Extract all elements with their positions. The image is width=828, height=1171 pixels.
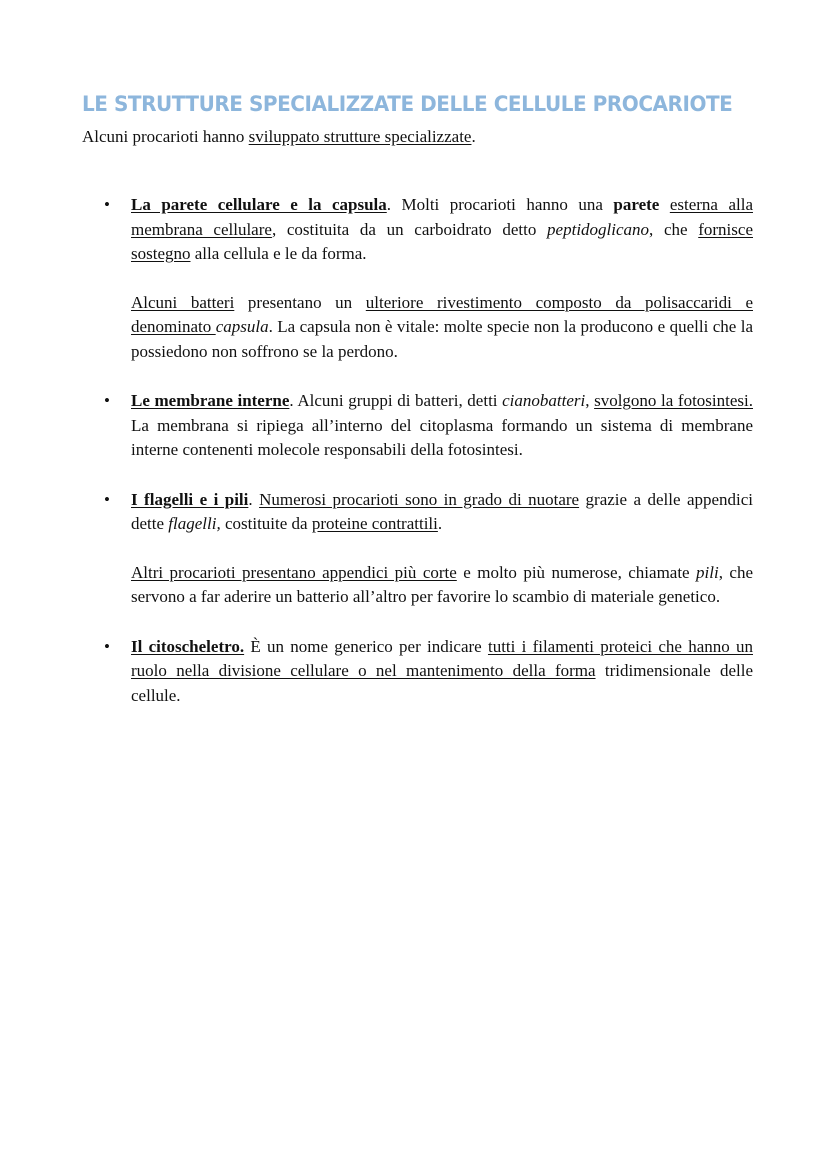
text-run: , che servono a far aderire un batterio all’altro per favorire lo scambio di materiale genetico.	[131, 562, 753, 606]
text-run: tridimensionale delle cellule.	[131, 661, 753, 705]
item-heading: Il citoscheletro.	[131, 636, 245, 656]
item-heading: La parete cellulare e la capsula	[131, 195, 387, 214]
underlined-text: Alcuni batteri	[131, 292, 235, 312]
paragraph	[131, 291, 753, 365]
underlined-text: esterna alla membrana cellulare	[131, 195, 753, 239]
text-run: .	[248, 489, 260, 509]
paragraph	[131, 193, 753, 267]
text-run: costituite da	[220, 514, 312, 533]
underlined-text: Numerosi procarioti sono in grado di nuotare	[259, 489, 580, 509]
paragraph	[131, 488, 753, 537]
underlined-text: tutti i filamenti proteici che hanno un ruolo nella divisione cellulare o nel mantenimento della forma	[131, 636, 753, 680]
underlined-text: proteine contrattili	[311, 514, 438, 533]
bullet-marker: •	[104, 195, 110, 214]
text-run: . Alcuni gruppi di batteri, detti	[289, 391, 503, 410]
text-run: È un nome generico per indicare	[244, 636, 488, 656]
underlined-text: svolgono la fotosintesi.	[594, 391, 753, 410]
list-item-flagella-pili	[0, 488, 828, 610]
item-heading: I flagelli e i pili	[131, 489, 249, 509]
bullet-marker: •	[104, 489, 110, 509]
list-item-cytoskeleton	[0, 635, 828, 709]
bullet-marker: •	[104, 636, 110, 656]
intro-underlined-text: sviluppato strutture specializzate	[248, 127, 472, 146]
text-run: , costituita da un carboidrato detto	[271, 219, 548, 239]
text-run: , che	[649, 219, 699, 239]
italic-term: cianobatteri	[502, 391, 586, 410]
text-run: presentano un	[234, 292, 366, 312]
underlined-text: Altri procarioti presentano appendici più corte	[131, 562, 457, 582]
text-run: grazie a delle appendici dette	[131, 489, 754, 533]
text-run: alla cellula e le da forma.	[190, 244, 367, 263]
list-item-internal-membranes	[0, 389, 828, 463]
underlined-text: fornisce sostegno	[131, 219, 753, 263]
text-run: ,	[585, 391, 595, 410]
list-item-cell-wall	[0, 193, 828, 364]
text-run: . La capsula non è vitale: molte specie non la producono e quelli che la possiedono non soffrono se la perdono.	[131, 317, 753, 361]
text-run: .	[437, 514, 443, 533]
italic-term: flagelli,	[168, 514, 221, 533]
italic-term: peptidoglicano	[547, 219, 650, 239]
italic-term: capsula	[215, 317, 269, 336]
paragraph	[131, 561, 753, 610]
text-run: La membrana si ripiega all’interno del citoplasma formando un sistema di membrane interne contenenti molecole responsabili della fotosintesi.	[131, 415, 753, 459]
intro-text: Alcuni procarioti hanno	[82, 127, 249, 146]
page-title: LE STRUTTURE SPECIALIZZATE DELLE CELLULE PROCARIOTE	[82, 92, 733, 117]
bullet-marker: •	[104, 391, 110, 410]
underlined-text: ulteriore rivestimento composto da polisaccaridi e denominato	[131, 292, 753, 336]
intro-paragraph	[82, 126, 762, 148]
text-run	[659, 195, 669, 214]
bold-term: parete	[613, 195, 660, 214]
intro-text-end: .	[471, 127, 476, 146]
paragraph	[131, 389, 753, 463]
text-run: . Molti procarioti hanno una	[386, 195, 614, 214]
italic-term: pili	[696, 562, 719, 582]
structures-list	[0, 193, 828, 733]
item-heading: Le membrane interne	[131, 391, 290, 410]
text-run: e molto più numerose, chiamate	[456, 562, 697, 582]
paragraph	[131, 635, 753, 709]
